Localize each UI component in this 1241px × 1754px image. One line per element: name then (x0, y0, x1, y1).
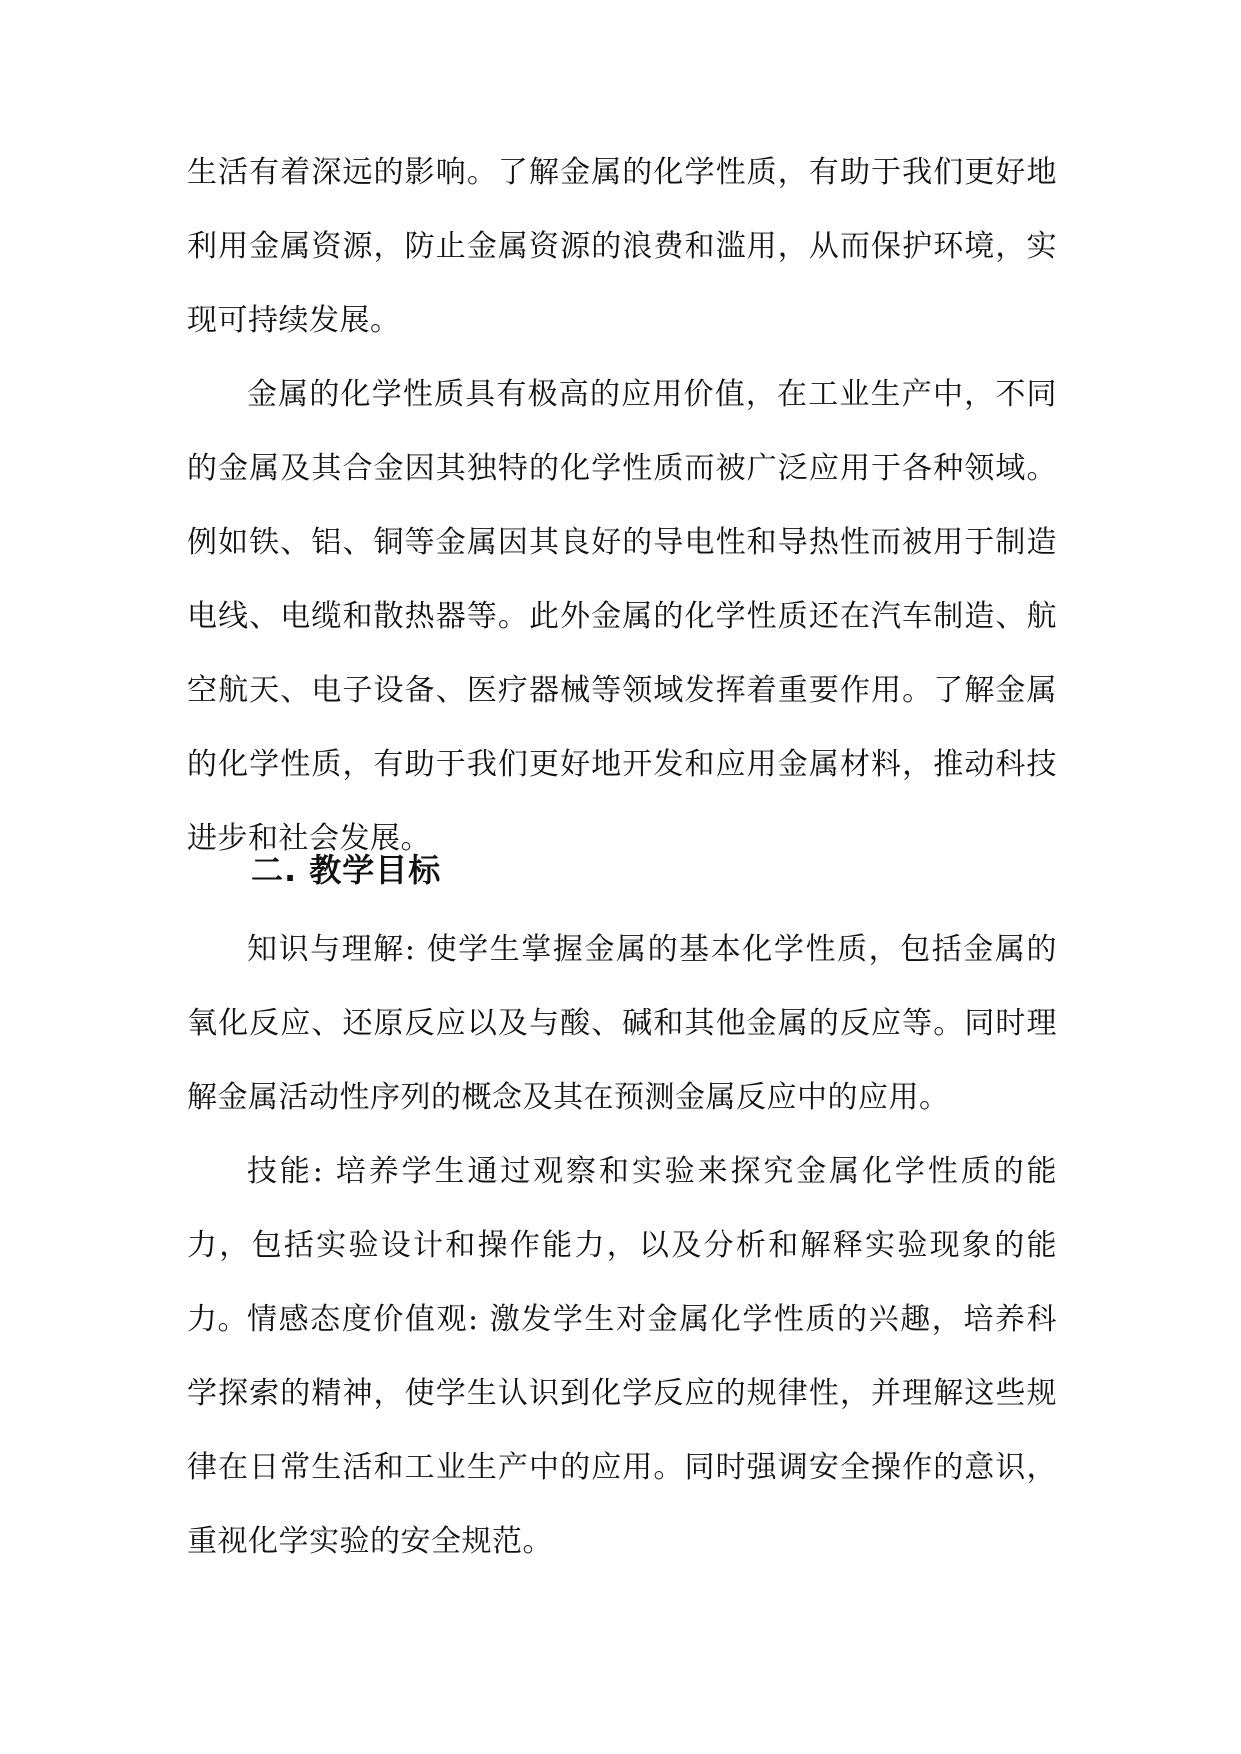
paragraph-attitude-goal: 情感态度价值观: 激发学生对金属化学性质的兴趣，培养科学探索的精神，使学生认识到化学反应的规律性，并理解这些规律在日常生活和工业生产中的应用。同时强调安全操作的意识，重视化学实验的安全规范。 (187, 1302, 1057, 1559)
section-heading: 二. 教学目标 (251, 851, 442, 889)
paragraph-applications: 金属的化学性质具有极高的应用价值，在工业生产中，不同的金属及其合金因其独特的化学性质而被广泛应用于各种领域。例如铁、铝、铜等金属因其良好的导电性和导热性而被用于制造电线、电缆和散热器等。此外金属的化学性质还在汽车制造、航空航天、电子设备、医疗器械等领域发挥着重要作用。了解金属的化学性质，有助于我们更好地开发和应用金属材料，推动科技进步和社会发展。 (187, 377, 1057, 856)
paragraph-continuation: 生活有着深远的影响。了解金属的化学性质，有助于我们更好地利用金属资源，防止金属资源的浪费和滥用，从而保护环境，实现可持续发展。 (187, 155, 1057, 338)
paragraph-knowledge-goal: 知识与理解: 使学生掌握金属的基本化学性质，包括金属的氧化反应、还原反应以及与酸、碱和其他金属的反应等。同时理解金属活动性序列的概念及其在预测金属反应中的应用。 (187, 932, 1057, 1115)
paragraph-skills-goal: 技能: 培养学生通过观察和实验来探究金属化学性质的能力，包括实验设计和操作能力，以及分析和解释实验现象的能力。 (187, 1154, 1057, 1337)
